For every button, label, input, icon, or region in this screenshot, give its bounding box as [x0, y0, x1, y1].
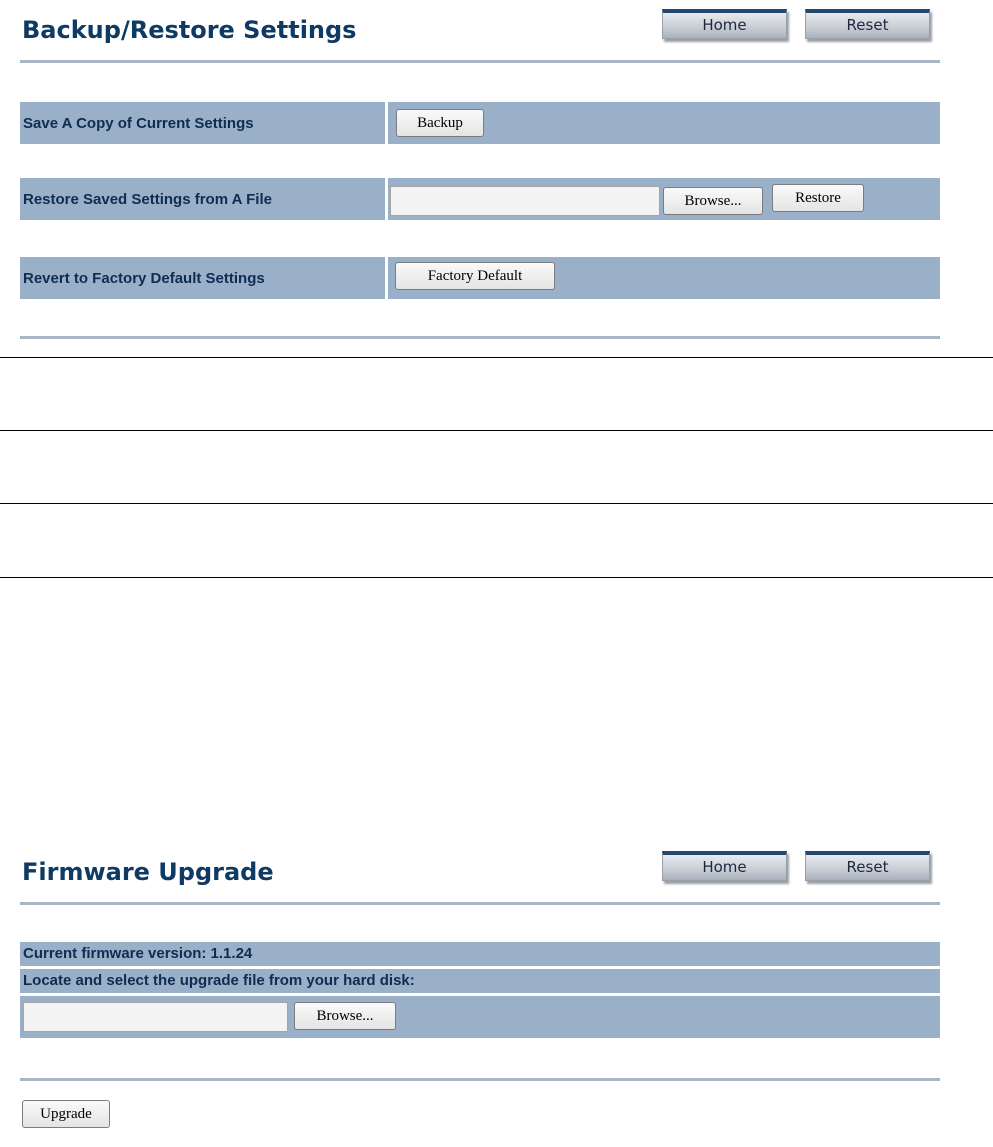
- factory-default-row: [20, 257, 940, 299]
- restore-row-label: Restore Saved Settings from A File: [23, 190, 272, 208]
- firmware-browse-button[interactable]: Browse...: [294, 1002, 396, 1030]
- row-separator: [385, 102, 388, 144]
- restore-button[interactable]: Restore: [772, 184, 864, 212]
- upgrade-button[interactable]: Upgrade: [22, 1100, 110, 1128]
- backup-restore-title: Backup/Restore Settings: [22, 16, 357, 44]
- home-button[interactable]: Home: [662, 851, 787, 881]
- firmware-version-bar: Current firmware version: 1.1.24: [20, 942, 940, 966]
- factory-default-row-label: Revert to Factory Default Settings: [23, 269, 265, 287]
- page-divider: [0, 503, 993, 504]
- home-button[interactable]: Home: [662, 9, 787, 39]
- row-separator: [385, 257, 388, 299]
- page-divider: [0, 357, 993, 358]
- section-bottom-divider: [20, 1078, 940, 1081]
- restore-file-input[interactable]: [390, 186, 660, 216]
- section-bottom-divider: [20, 336, 940, 339]
- firmware-upgrade-title: Firmware Upgrade: [22, 858, 274, 886]
- restore-row: [20, 178, 940, 220]
- page-divider: [0, 430, 993, 431]
- backup-row: [20, 102, 940, 144]
- locate-file-bar: Locate and select the upgrade file from your hard disk:: [20, 969, 940, 993]
- firmware-file-row: [20, 996, 940, 1038]
- row-separator: [385, 178, 388, 220]
- restore-browse-button[interactable]: Browse...: [663, 187, 763, 215]
- firmware-file-input[interactable]: [23, 1002, 288, 1032]
- page-divider: [0, 577, 993, 578]
- reset-button[interactable]: Reset: [805, 9, 930, 39]
- backup-row-label: Save A Copy of Current Settings: [23, 114, 254, 132]
- title-divider: [20, 60, 940, 63]
- backup-button[interactable]: Backup: [396, 109, 484, 137]
- reset-button[interactable]: Reset: [805, 851, 930, 881]
- title-divider: [20, 902, 940, 905]
- factory-default-button[interactable]: Factory Default: [395, 262, 555, 290]
